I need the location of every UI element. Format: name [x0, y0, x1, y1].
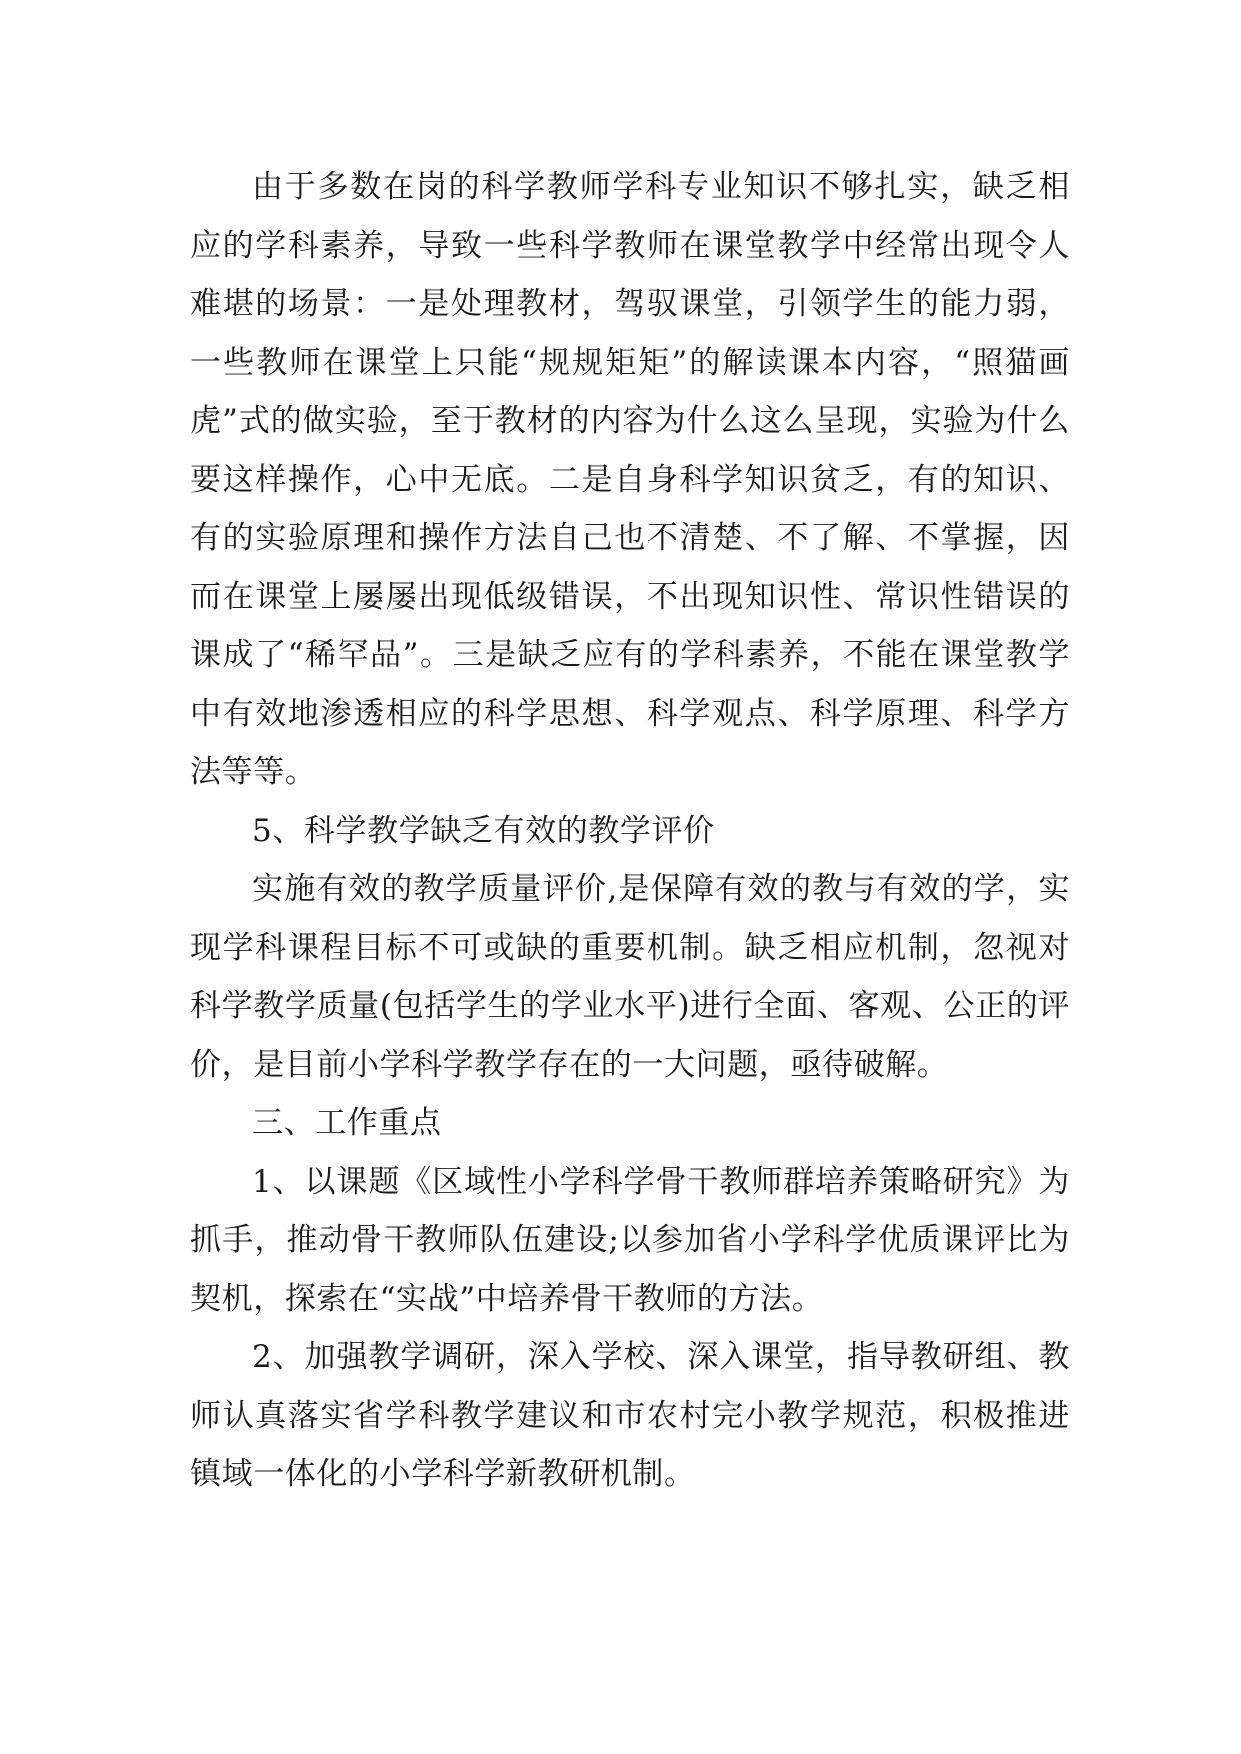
paragraph-teacher-literacy: 由于多数在岗的科学教师学科专业知识不够扎实，缺乏相应的学科素养，导致一些科学教师在课堂教学中经常出现令人难堪的场景：一是处理教材，驾驭课堂，引领学生的能力弱，一些教师在课堂上只能“规规矩矩”的解读课本内容，“照猫画虎”式的做实验，至于教材的内容为什么这么呈现，实验为什么要这样操作，心中无底。二是自身科学知识贫乏，有的知识、有的实验原理和操作方法自己也不清楚、不了解、不掌握，因而在课堂上屡屡出现低级错误，不出现知识性、常识性错误的课成了“稀罕品”。三是缺乏应有的学科素养，不能在课堂教学中有效地渗透相应的科学思想、科学观点、科学原理、科学方法等等。	[190, 169, 1070, 790]
heading-teaching-evaluation: 5、科学教学缺乏有效的教学评价	[252, 812, 715, 849]
paragraph-focus-2: 2、加强教学调研，深入学校、深入课堂，指导教研组、教师认真落实省学科教学建议和市农村完小教学规范，积极推进镇域一体化的小学科学新教研机制。	[190, 1339, 1070, 1492]
heading-work-focus: 三、工作重点	[252, 1105, 442, 1141]
paragraph-evaluation: 实施有效的教学质量评价,是保障有效的教与有效的学，实现学科课程目标不可或缺的重要机制。缺乏相应机制，忽视对科学教学质量(包括学生的学业水平)进行全面、客观、公正的评价，是目前小学科学教学存在的一大问题，亟待破解。	[190, 871, 1070, 1083]
paragraph-focus-1: 1、以课题《区域性小学科学骨干教师群培养策略研究》为抓手，推动骨干教师队伍建设;以参加省小学科学优质课评比为契机，探索在“实战”中培养骨干教师的方法。	[190, 1163, 1070, 1317]
document-body	[190, 158, 1070, 1504]
